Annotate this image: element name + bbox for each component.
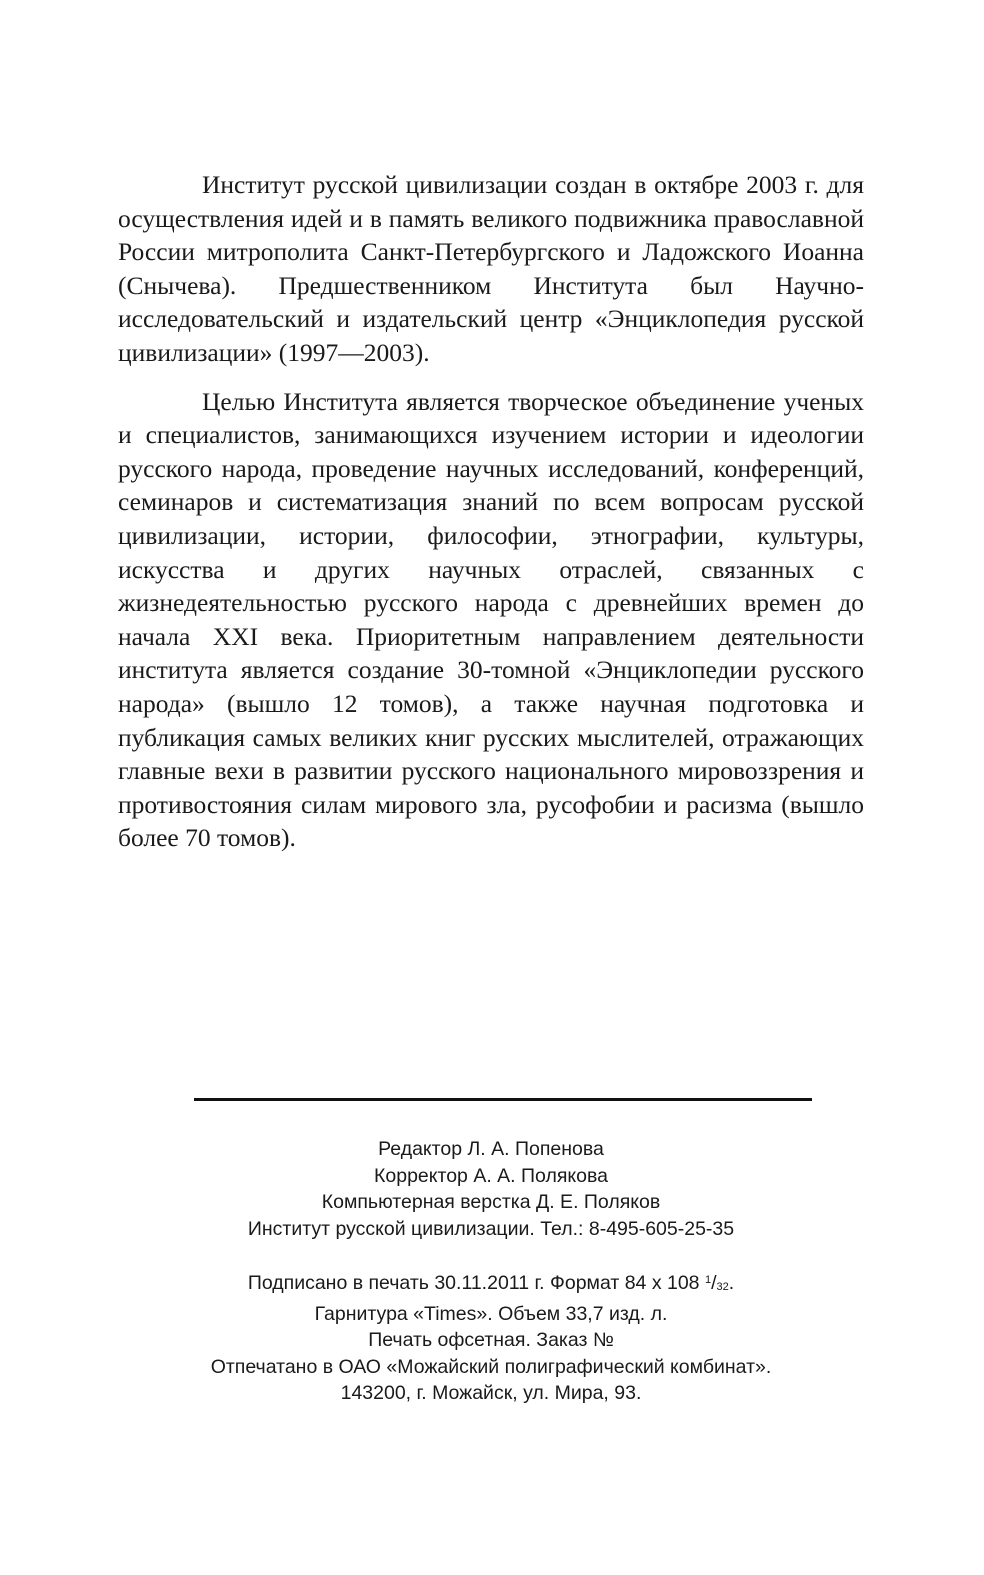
format-fraction: $^1/_{32}$ (704, 1272, 729, 1294)
institute-phone-line: Институт русской цивилизации. Тел.: 8-495-605-25-35 (247, 1217, 735, 1240)
fraction-denominator: 32 (716, 1281, 729, 1293)
printer-line: Отпечатано в ОАО «Можайский полиграфический комбинат». (210, 1355, 772, 1378)
proofreader-line: Корректор А. А. Полякова (374, 1164, 608, 1187)
body-text (118, 168, 864, 855)
printer-address-line: 143200, г. Можайск, ул. Мира, 93. (340, 1382, 642, 1405)
signed-format-line (118, 1267, 864, 1301)
layout-line: Компьютерная верстка Д. Е. Поляков (321, 1191, 661, 1214)
fraction-numerator: 1 (704, 1274, 712, 1286)
print-order-line: Печать офсетная. Заказ № (368, 1329, 614, 1352)
editor-line: Редактор Л. А. Попенова (378, 1138, 604, 1160)
typeface-volume-line: Гарнитура «Times». Объем 33,7 изд. л. (314, 1302, 668, 1325)
signed-suffix: . (728, 1272, 735, 1294)
imprint-credits (118, 1136, 864, 1242)
imprint-printing (118, 1267, 864, 1407)
signed-text: Подписано в печать 30.11.2011 г. Формат 84 х 108 (247, 1272, 705, 1294)
imprint-divider (194, 1098, 812, 1101)
paragraph-institute-history: Институт русской цивилизации создан в октябре 2003 г. для осуществления идей и в память великого подвижника православной России митрополита Санкт-Петербургского и Ладожского Иоанна (Снычева). Предшественником Института был Научно-исследовательский и издательский центр «Энциклопедия русской цивилизации» (1997—2003). (118, 170, 864, 367)
paragraph-institute-goals: Целью Института является творческое объединение ученых и специалистов, занимающихся изучением истории и идеологии русского народа, проведение научных исследований, конференций, семинаров и систематизация знаний по всем вопросам русской цивилизации, истории, философии, этнографии, культуры, искусства и других научных отраслей, связанных с жизнедеятельностью русского народа с древнейших времен до начала XXI века. Приоритетным направлением деятельности института является создание 30-томной «Энциклопедии русского народа» (вышло 12 томов), а также научная подготовка и публикация самых великих книг русских мыслителей, отражающих главные вехи в развитии русского национального мировоззрения и противостояния силам мирового зла, русофобии и расизма (вышло более 70 томов). (118, 386, 864, 853)
